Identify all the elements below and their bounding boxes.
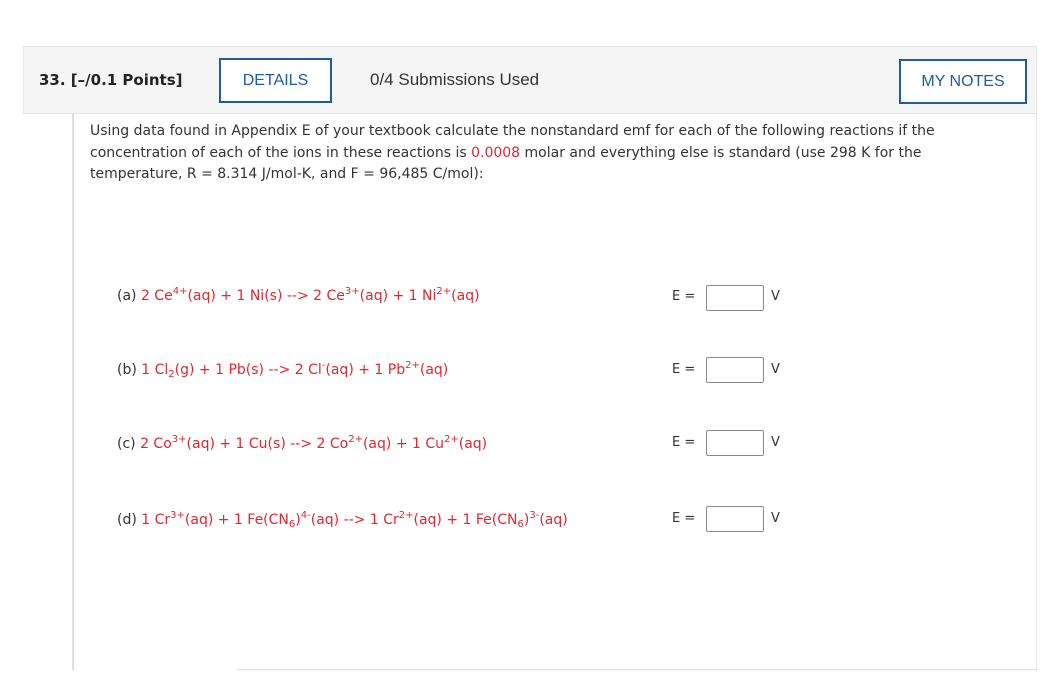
question-text-part2: molar and everything else is standard (use 298 K for the temperature, R = 8.314 J/mol-K, and F = 96,485 C/mol):: [90, 144, 922, 182]
reaction-label: (b): [117, 362, 142, 378]
emf-input-c[interactable]: [706, 430, 764, 456]
reaction-equation: 1 $Cl_2(g) + 1$ Pb(s) --> 2 Cl-(aq) + 1 $Pb^{2+}(aq)$: [141, 360, 449, 380]
emf-unit-d: V: [771, 511, 780, 526]
emf-unit-b: V: [771, 362, 780, 377]
reaction-label: (d): [117, 512, 142, 528]
emf-input-b[interactable]: [706, 357, 764, 383]
concentration-value: 0.0008: [471, 144, 521, 161]
question-header: [23, 46, 1037, 114]
question-number-points: 33. [–/0.1 Points]: [39, 71, 183, 89]
question-text: [90, 121, 1010, 186]
reaction-c: [117, 436, 487, 452]
reaction-equation: 2 $Co^{3+}(aq) + 1$ Cu(s) --> 2 $Co^{2+}(aq) + 1$ $Cu^{2+}(aq)$: [140, 434, 488, 452]
reaction-equation: 1 $Cr^{3+}(aq) + 1$ $Fe(CN_6)^{4-}(aq)$ --> 1 $Cr^{2+}(aq) + 1$ $Fe(CN_6)^{3-}(aq)$: [141, 510, 568, 530]
reaction-label: (a): [117, 288, 141, 304]
reaction-b: [117, 362, 448, 378]
emf-input-d[interactable]: [706, 506, 764, 532]
reaction-d: [117, 512, 568, 528]
reaction-a: [117, 288, 480, 304]
details-button[interactable]: DETAILS: [219, 58, 332, 103]
emf-label-b: E =: [672, 362, 696, 377]
emf-label-d: E =: [672, 511, 696, 526]
question-body-bottom-border: [237, 669, 1037, 670]
emf-label-c: E =: [672, 435, 696, 450]
question-body: [72, 114, 1037, 670]
my-notes-button[interactable]: MY NOTES: [899, 59, 1027, 104]
question-text-part1: Using data found in Appendix E of your textbook calculate the nonstandard emf for each of the following reactions if the concentration of each of the ions in these reactions is: [90, 123, 935, 161]
reaction-label: (c): [117, 436, 141, 452]
question-body-right-border: [1036, 114, 1037, 670]
emf-unit-a: V: [771, 289, 780, 304]
emf-input-a[interactable]: [706, 285, 764, 311]
reaction-equation: 2 $Ce^{4+}(aq) + 1$ Ni(s) --> 2 $Ce^{3+}(aq) + 1$ $Ni^{2+}(aq)$: [140, 286, 480, 304]
emf-label-a: E =: [672, 289, 696, 304]
emf-unit-c: V: [771, 435, 780, 450]
submissions-used: 0/4 Submissions Used: [370, 70, 540, 89]
